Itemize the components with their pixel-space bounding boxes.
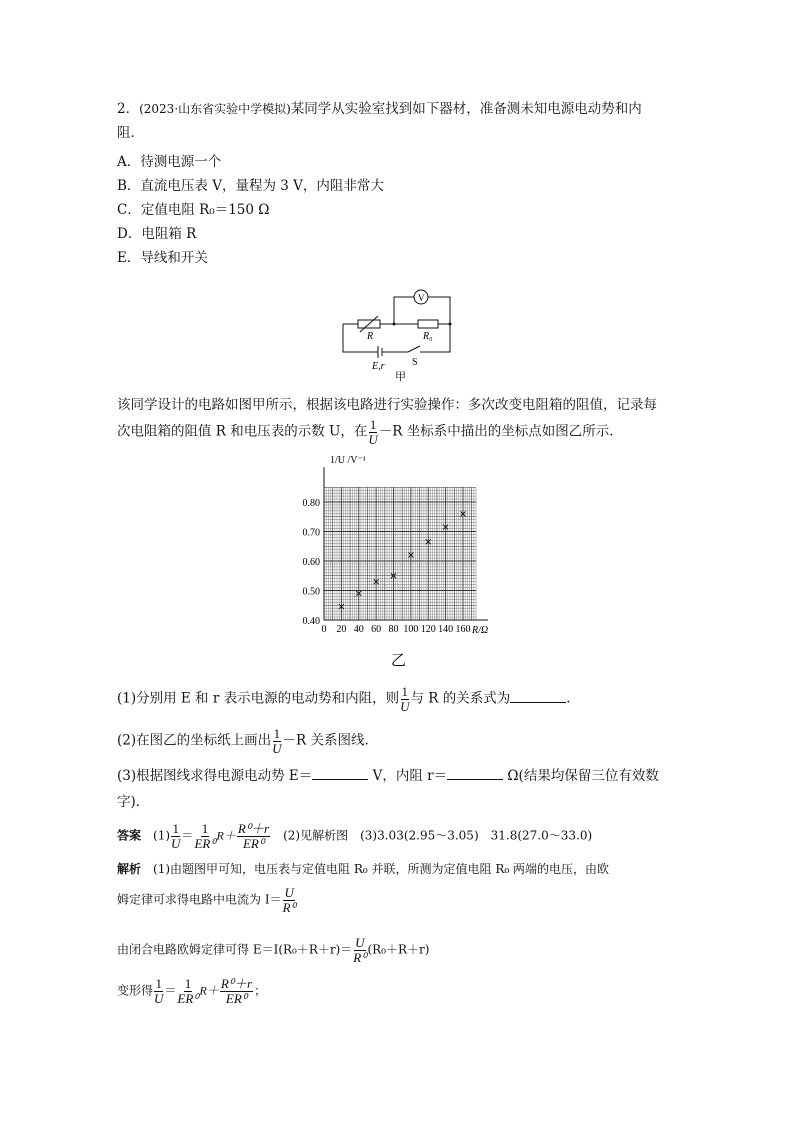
source-label: E,r: [372, 361, 385, 372]
x-tick-label: 80: [388, 624, 399, 635]
option-a: A．待测电源一个: [117, 154, 222, 170]
answer-blank[interactable]: [312, 767, 368, 780]
y-axis-label: 1/U /V⁻¹: [330, 455, 366, 466]
option-e: E．导线和开关: [117, 250, 208, 266]
analysis-line1: 解析 (1)由题图甲可知，电压表与定值电阻 R₀ 并联，所测为定值电阻 R₀ 两端的电压，由欧: [117, 862, 609, 876]
subquestion-2: (2)在图乙的坐标纸上画出 $\frac{1}{U}$ －R 关系图线．: [117, 726, 378, 756]
x-tick-label: 160: [455, 624, 471, 635]
answer-blank[interactable]: [510, 690, 566, 703]
question-intro: 2．(2023·山东省实验中学模拟)某同学从实验室找到如下器材，准备测未知电源电动势和内: [117, 101, 642, 117]
y-tick-label: 0.40: [302, 616, 320, 627]
circuit-caption: 甲: [395, 371, 406, 382]
analysis-line4: 变形得 $\frac{1}{U}$ ＝ $\frac{1}{\text{ER⁰}}$ R＋ $\frac{\text{R⁰＋r}}{\text{ER⁰}}$ ；: [117, 976, 267, 1006]
option-d: D．电阻箱 R: [117, 226, 197, 242]
r0-label: R₀: [423, 331, 433, 342]
x-axis-label: R/Ω: [472, 625, 489, 636]
y-tick-label: 0.60: [302, 557, 320, 568]
x-tick-label: 60: [371, 624, 382, 635]
y-tick-label: 0.50: [302, 586, 320, 598]
x-tick-label: 140: [438, 624, 454, 635]
scatter-chart: [290, 455, 510, 675]
subquestion-3: (3)根据图线求得电源电动势 E＝ V，内阻 r＝ Ω(结果均保留三位有效数: [117, 768, 659, 784]
x-tick-label: 100: [403, 624, 419, 635]
answer-blank[interactable]: [447, 767, 503, 780]
subquestion-1: (1)分别用 E 和 r 表示电源的电动势和内阻，则 $\frac{1}{U}$ 与 R 的关系式为 ．: [117, 684, 580, 714]
x-tick-label: 20: [336, 624, 347, 635]
voltmeter-label: V: [418, 293, 425, 303]
question-intro-cont: 阻．: [117, 125, 144, 141]
subquestion-3-cont: 字)．: [117, 794, 150, 810]
chart-caption: 乙: [391, 653, 407, 669]
switch-label: S: [412, 357, 418, 368]
analysis-line3: 由闭合电路欧姆定律可得 E＝I(R₀＋R＋r)＝ $\frac{U}{\text{R⁰}}$ (R₀＋R＋r): [117, 935, 430, 965]
paragraph-line2: 次电阻箱的阻值 R 和电压表的示数 U，在 $\frac{1}{U}$ －R 坐标系中描出的坐标点如图乙所示．: [117, 417, 623, 447]
x-tick-label: 40: [353, 624, 364, 635]
circuit-diagram: [330, 282, 470, 382]
y-tick-label: 0.80: [302, 498, 320, 509]
y-tick-label: 0.70: [302, 527, 320, 539]
analysis-line2: 姆定律可求得电路中电流为 I＝ $\frac{U}{\text{R⁰}}$: [117, 885, 296, 915]
rheostat-label: R: [367, 331, 374, 342]
answer-line: 答案 (1) $\frac{1}{U}$ ＝ $\frac{1}{\text{ER⁰}}$ R＋ $\frac{\text{R⁰＋r}}{\text{ER⁰}}$ (2)见解析图 (3)3.03(2.95～3.05) 31.8(27.0～33.0): [117, 821, 593, 851]
x-tick-label: 120: [420, 624, 436, 635]
option-c: C．定值电阻 R₀＝150 Ω: [117, 202, 270, 218]
x-tick-label: 0: [321, 624, 327, 635]
paragraph-line1: 该同学设计的电路如图甲所示，根据该电路进行实验操作：多次改变电阻箱的阻值，记录每: [117, 397, 657, 413]
option-b: B．直流电压表 V，量程为 3 V，内阻非常大: [117, 178, 384, 194]
